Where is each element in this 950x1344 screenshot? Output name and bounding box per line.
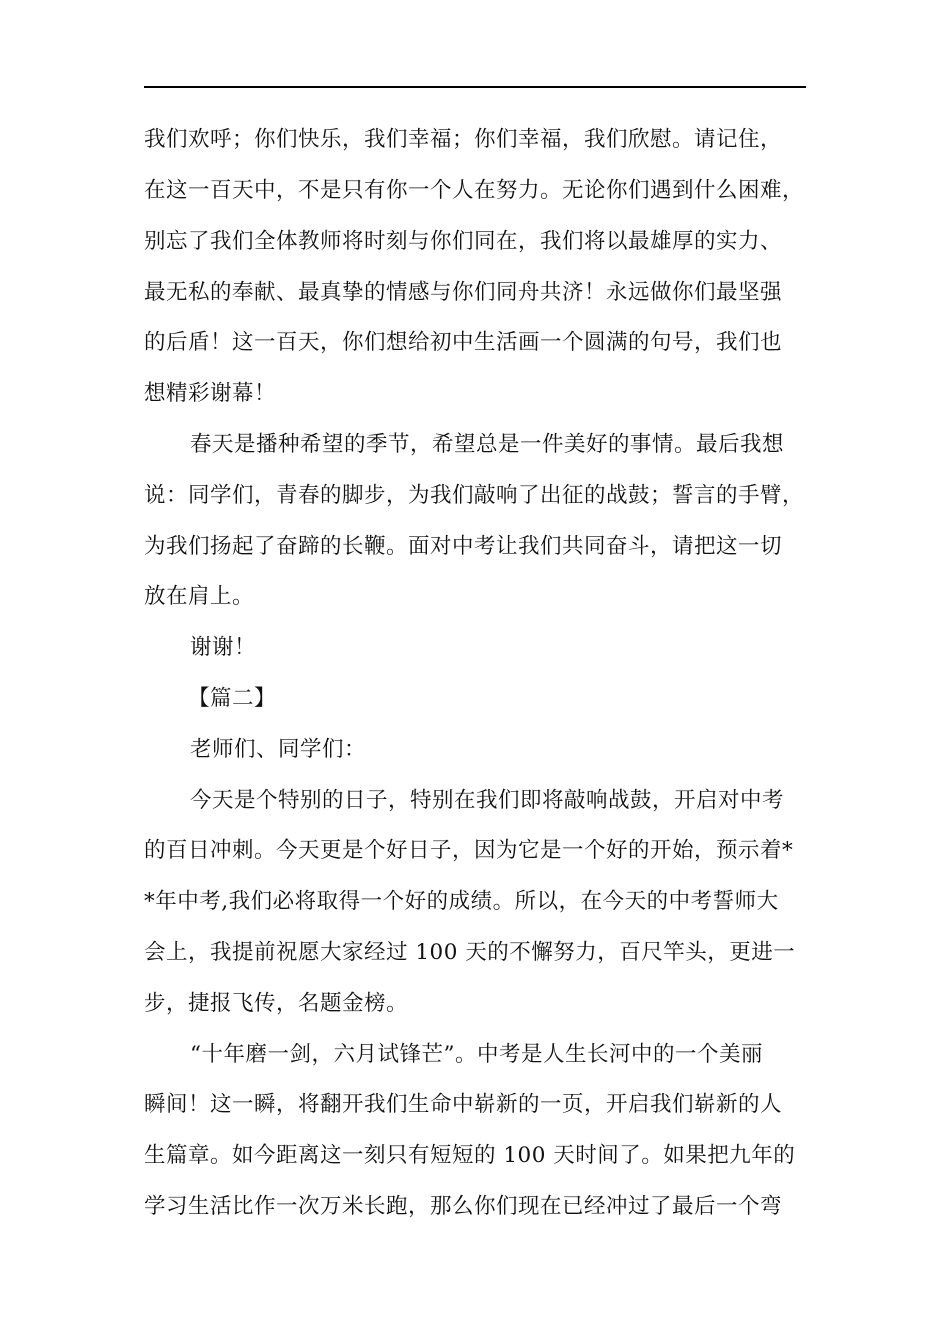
text-line: 我们欢呼；你们快乐，我们幸福；你们幸福，我们欣慰。请记住， <box>144 127 783 152</box>
text-line: 瞬间！这一瞬，将翻开我们生命中崭新的一页，开启我们崭新的人 <box>144 1092 783 1117</box>
text-line: 说：同学们，青春的脚步，为我们敲响了出征的战鼓；誓言的手臂， <box>144 483 805 508</box>
text-line: 想精彩谢幕！ <box>144 381 277 406</box>
text-line: 的百日冲刺。今天更是个好日子，因为它是一个好的开始，预示着* <box>144 838 794 863</box>
text-line: *年中考,我们必将取得一个好的成绩。所以，在今天的中考誓师大 <box>144 889 779 914</box>
text-line: 为我们扬起了奋蹄的长鞭。面对中考让我们共同奋斗，请把这一切 <box>144 534 783 559</box>
text-line: 的后盾！这一百天，你们想给初中生活画一个圆满的句号，我们也 <box>144 330 783 355</box>
text-line: 谢谢！ <box>190 635 257 660</box>
text-line: 步，捷报飞传，名题金榜。 <box>144 991 409 1016</box>
text-line: 最无私的奉献、最真挚的情感与你们同舟共济！永远做你们最坚强 <box>144 280 783 305</box>
text-line: 生篇章。如今距离这一刻只有短短的 100 天时间了。如果把九年的 <box>144 1143 796 1168</box>
text-line: 今天是个特别的日子，特别在我们即将敲响战鼓，开启对中考 <box>190 788 785 813</box>
salutation: 老师们、同学们： <box>190 737 367 762</box>
text-line: 会上，我提前祝愿大家经过 100 天的不懈努力，百尺竿头，更进一 <box>144 940 796 965</box>
header-rule <box>144 86 806 88</box>
section-heading: 【篇二】 <box>188 686 277 711</box>
text-line: 春天是播种希望的季节，希望总是一件美好的事情。最后我想 <box>190 432 785 457</box>
text-line: 学习生活比作一次万米长跑，那么你们现在已经冲过了最后一个弯 <box>144 1194 783 1219</box>
text-line: “十年磨一剑，六月试锋芒”。中考是人生长河中的一个美丽 <box>190 1042 763 1067</box>
text-line: 放在肩上。 <box>144 584 255 609</box>
text-line: 在这一百天中，不是只有你一个人在努力。无论你们遇到什么困难， <box>144 178 805 203</box>
text-line: 别忘了我们全体教师将时刻与你们同在，我们将以最雄厚的实力、 <box>144 229 783 254</box>
